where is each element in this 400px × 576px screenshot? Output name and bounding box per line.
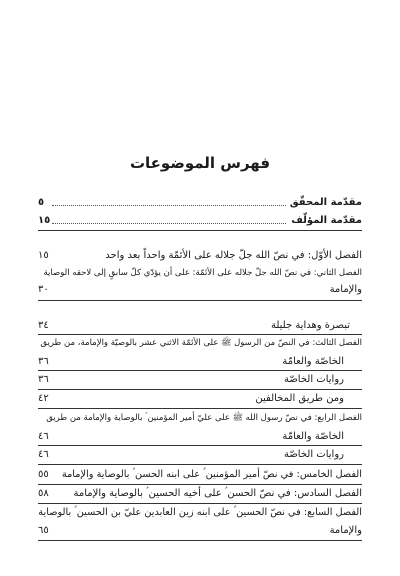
toc-entry-text: الفصل الثالث: في النصّ من الرسول ﷺ على الأئمّة الاثني عشر بالوصيّة والإمامة، من طريق — [40, 338, 362, 348]
toc-entry-page: ١٥ — [38, 250, 49, 261]
divider — [38, 540, 362, 541]
divider — [38, 464, 362, 465]
toc-entry-text: ومن طريق المخالفين — [255, 393, 344, 404]
toc-entry-page: ٣٠ — [38, 284, 49, 295]
toc-entry-text: الفصل الثاني: في نصّ الله جلّ جلاله على الأئمّة: على أن يؤدّي كلّ سابقٍ إلى لاحقه الوصاية — [43, 268, 362, 278]
divider — [38, 230, 362, 231]
toc-entry-text: والإمامة — [329, 525, 362, 536]
toc-entry-page: ٥ — [38, 197, 45, 208]
divider — [38, 484, 362, 485]
toc-entry-page: ٤٢ — [38, 393, 49, 404]
toc-entry-page: ٣٦ — [38, 374, 49, 385]
divider — [38, 408, 362, 409]
toc-list — [38, 0, 362, 576]
toc-entry-text: والإمامة — [329, 284, 362, 295]
toc-entry-text: مقدّمة المؤلّف — [287, 214, 362, 227]
toc-entry-page: ٥٨ — [38, 488, 49, 499]
toc-entry-text: الخاصّة والعامّة — [282, 356, 344, 367]
toc-entry-page: ٦٥ — [38, 525, 49, 536]
divider — [38, 370, 362, 371]
toc-entry-page: ٣٦ — [38, 356, 49, 367]
divider — [38, 445, 362, 446]
toc-entry-text: روايات الخاصّة — [283, 449, 344, 460]
page-title: فهرس الموضوعات — [129, 154, 271, 172]
toc-entry-page: ٤٦ — [38, 449, 49, 460]
toc-entry-text: الخاصّة والعامّة — [282, 431, 344, 442]
divider — [38, 300, 362, 301]
divider — [38, 334, 362, 335]
toc-entry-page: ٣٤ — [38, 320, 49, 331]
toc-entry-page: ٥٥ — [38, 469, 49, 480]
toc-entry-text: الفصل الرابع: في نصّ رسول الله ﷺ على عليّ أمير المؤمنين ؑ بالوصاية والإمامة من طريق — [46, 413, 362, 423]
divider — [38, 389, 362, 390]
toc-entry-text: الفصل الخامس: في نصّ أمير المؤمنين ؑ على ابنه الحسن ؑ بالوصاية والإمامة — [61, 469, 362, 480]
toc-entry-text: الفصل الأوّل: في نصّ الله جلّ جلاله على الأئمّة واحداً بعد واحد — [105, 250, 362, 261]
divider — [38, 503, 362, 504]
toc-entry-text: الفصل السابع: في نصّ الحسين ؑ على ابنه زين العابدين عليّ بن الحسين ؑ بالوصاية — [38, 507, 362, 518]
toc-entry-page: ١٥ — [38, 215, 51, 226]
toc-entry-page: ٤٦ — [38, 431, 49, 442]
toc-entry-text: روايات الخاصّة — [283, 374, 344, 385]
toc-entry-text: تبصرة وهداية جليلة — [270, 320, 350, 331]
toc-entry-text: مقدّمة المحقّق — [286, 196, 362, 209]
toc-entry-text: الفصل السادس: في نصّ الحسن ؑ على أخيه الحسين ؑ بالوصاية والإمامة — [73, 488, 362, 499]
